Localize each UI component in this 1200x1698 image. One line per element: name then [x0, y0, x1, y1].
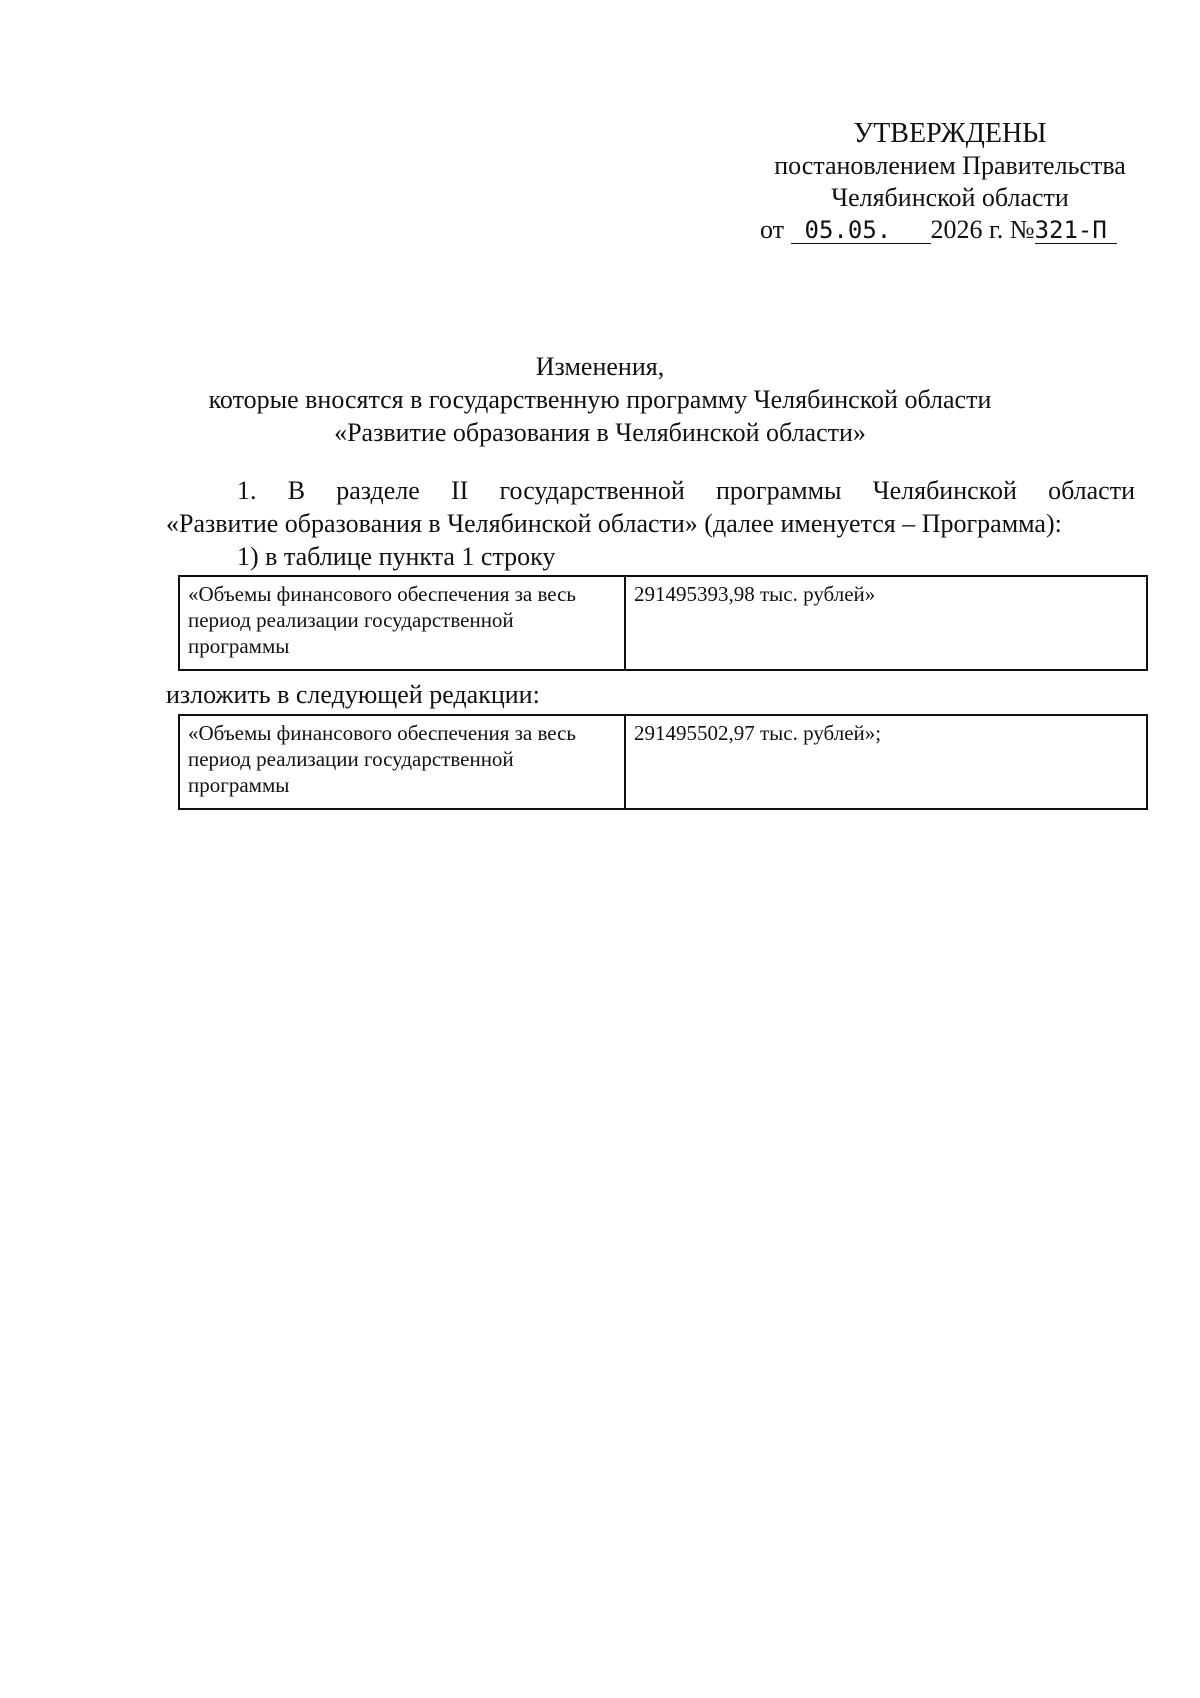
table-cell-label: «Объемы финансового обеспечения за весь период реализации государственной программы — [179, 715, 625, 809]
date-prefix: от — [760, 215, 785, 244]
new-row-table — [178, 714, 1148, 810]
paragraph-2: 1) в таблице пункта 1 строку — [237, 542, 556, 571]
table-row — [179, 576, 1147, 670]
paragraph-3: изложить в следующей редакции: — [166, 680, 540, 709]
approval-line-2: Челябинской области — [831, 183, 1069, 212]
paragraph-1-line-2: «Развитие образования в Челябинской области» (далее именуется – Программа): — [166, 509, 1062, 538]
table-row — [179, 715, 1147, 809]
approval-title: УТВЕРЖДЕНЫ — [853, 118, 1047, 149]
approval-stamp-block — [760, 118, 1140, 246]
document-number: 321-П — [1034, 216, 1107, 244]
number-field — [1035, 217, 1117, 244]
table-cell-label: «Объемы финансового обеспечения за весь период реализации государственной программы — [179, 576, 625, 670]
date-value: 05.05. — [804, 216, 892, 244]
paragraph-1-line-1: 1. В разделе II государственной программы Челябинской области — [237, 476, 1135, 505]
date-field — [791, 217, 931, 244]
document-heading — [150, 350, 1050, 449]
old-row-table — [178, 575, 1148, 671]
heading-line-2: которые вносятся в государственную программу Челябинской области — [208, 385, 992, 414]
table-cell-value: 291495393,98 тыс. рублей» — [625, 576, 1147, 670]
date-year: 2026 г. № — [930, 215, 1035, 244]
approval-line-1: постановлением Правительства — [774, 151, 1126, 180]
heading-line-1: Изменения, — [535, 352, 665, 381]
approval-date-line — [760, 214, 1140, 246]
heading-line-3: «Развитие образования в Челябинской области» — [334, 418, 866, 447]
table-cell-value: 291495502,97 тыс. рублей»; — [625, 715, 1147, 809]
